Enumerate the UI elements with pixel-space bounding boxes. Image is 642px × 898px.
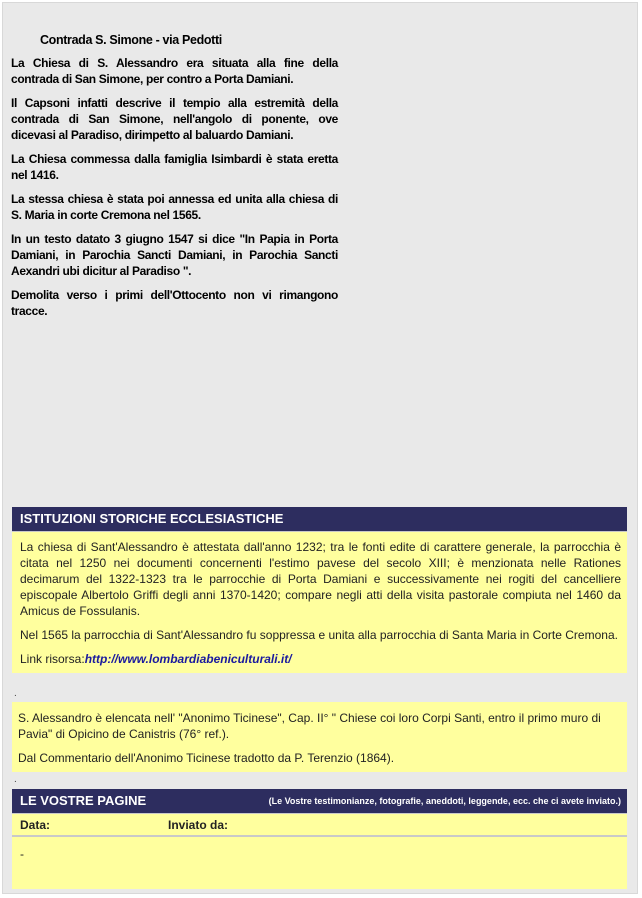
istituzioni-paragraph: Nel 1565 la parrocchia di Sant'Alessandro fu soppressa e unita alla parrocchia di Santa Maria in Corte Cremona.	[20, 628, 618, 642]
anonimo-body	[12, 702, 627, 772]
anonimo-section	[12, 702, 627, 772]
separator-dot: .	[14, 774, 17, 785]
column-inviato-da: Inviato da:	[168, 818, 229, 832]
vostre-pagine-columns	[12, 814, 627, 837]
resource-link-label: Link risorsa:	[20, 652, 85, 666]
istituzioni-header: ISTITUZIONI STORICHE ECCLESIASTICHE	[12, 507, 627, 532]
istituzioni-section	[12, 507, 627, 673]
article-paragraph: Demolita verso i primi dell'Ottocento non vi rimangono tracce.	[11, 288, 338, 318]
anonimo-paragraph: Dal Commentario dell'Anonimo Ticinese tradotto da P. Terenzio (1864).	[18, 751, 395, 765]
vostre-pagine-title: LE VOSTRE PAGINE	[20, 793, 147, 808]
resource-link-line	[20, 651, 621, 667]
resource-link[interactable]: http://www.lombardiabeniculturali.it/	[84, 652, 292, 666]
anonimo-paragraph: S. Alessandro è elencata nell' "Anonimo Ticinese", Cap. II° " Chiese coi loro Corpi Santi, entro il primo muro di Pavia" di Opicino de Canistris (76° ref.).	[18, 711, 601, 741]
vostre-pagine-section	[12, 789, 627, 889]
column-data: Data:	[20, 818, 51, 832]
article-text	[11, 32, 338, 327]
article-paragraph: Il Capsoni infatti descrive il tempio alla estremità della contrada di San Simone, nell'angolo di ponente, ove dicevasi al Paradiso, dirimpetto al baluardo Damiani.	[11, 96, 338, 142]
istituzioni-paragraph: La chiesa di Sant'Alessandro è attestata dall'anno 1232; tra le fonti edite di carattere generale, la parrocchia è citata nel 1250 nei documenti concernenti l'estimo pavese del secolo XIII; è menzionata nelle Rationes decimarum del 1322-1323 tra le parrocchie di Porta Damiani e successivamente nei rogiti del cancelliere episcopale Albertolo Griffi degli anni 1370-1420; compare negli atti della visita pastorale compiuta nel 1460 da Amicus de Fossulanis.	[20, 540, 621, 618]
separator-dot: .	[14, 688, 17, 699]
article-paragraph: La Chiesa di S. Alessandro era situata alla fine della contrada di San Simone, per contro a Porta Damiani.	[11, 56, 338, 86]
article-paragraph: La stessa chiesa è stata poi annessa ed unita alla chiesa di S. Maria in corte Cremona nel 1565.	[11, 192, 338, 222]
article-title: Contrada S. Simone - via Pedotti	[40, 33, 222, 47]
vostre-pagine-header	[12, 789, 627, 814]
article-paragraph: La Chiesa commessa dalla famiglia Isimbardi è stata eretta nel 1416.	[11, 152, 338, 182]
vostre-pagine-note: (Le Vostre testimonianze, fotografie, aneddoti, leggende, ecc. che ci avete inviato.)	[268, 796, 621, 806]
vostre-pagine-row: -	[12, 837, 627, 889]
istituzioni-body	[12, 532, 627, 673]
article-paragraph: In un testo datato 3 giugno 1547 si dice "In Papia in Porta Damiani, in Parochia Sancti Damiani, in Parochia Sancti Aexandri ubi dicitur al Paradiso ".	[11, 232, 338, 278]
